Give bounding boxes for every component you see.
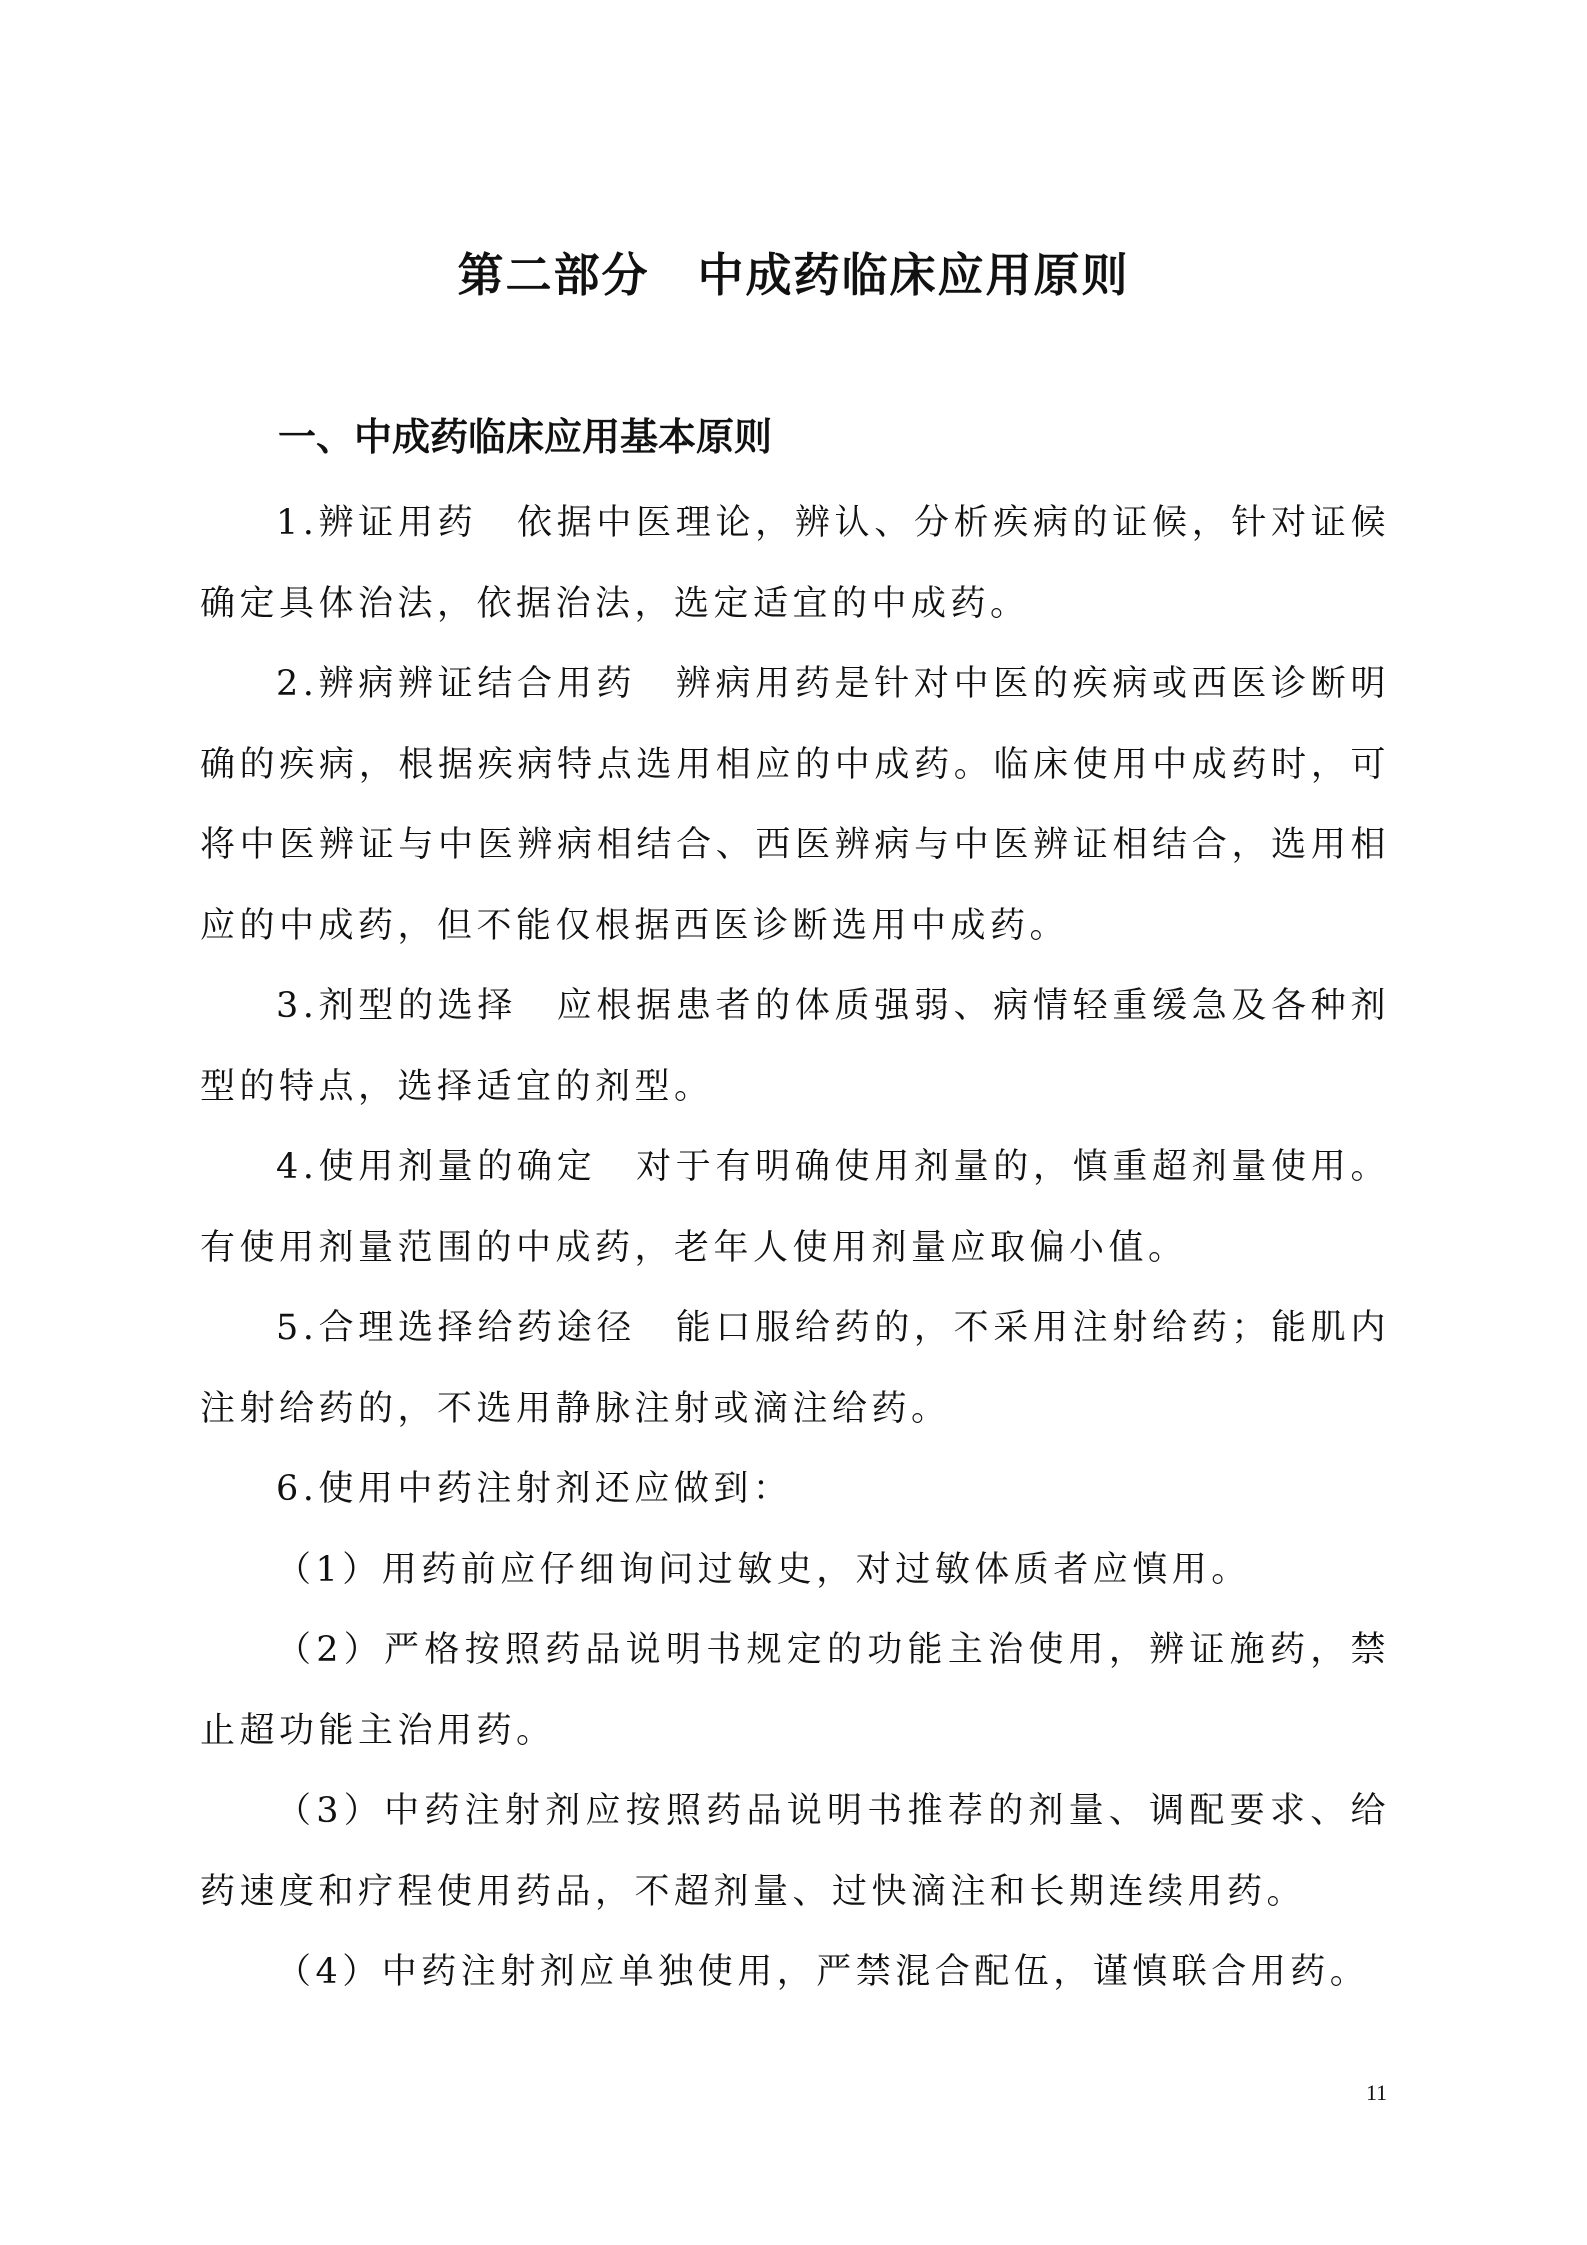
paragraph-6: 6.使用中药注射剂还应做到： — [276, 1469, 793, 1509]
list-item-1: （1）用药前应仔细询问过敏史，对过敏体质者应慎用。 — [276, 1549, 1251, 1590]
paragraph-5: 5.合理选择给药途径 能口服给药的，不采用注射给药；能肌内注射给药的，不选用静脉注射或滴注给药。 — [200, 1308, 1390, 1429]
list-item-2: （2）严格按照药品说明书规定的功能主治使用，辨证施药，禁止超功能主治用药。 — [200, 1630, 1390, 1751]
page-title: 第二部分 中成药临床应用原则 — [457, 248, 1130, 302]
paragraph-2: 2.辨病辨证结合用药 辨病用药是针对中医的疾病或西医诊断明确的疾病，根据疾病特点选用相应的中成药。临床使用中成药时，可将中医辨证与中医辨病相结合、西医辨病与中医辨证相结合，选用相应的中成药，但不能仅根据西医诊断选用中成药。 — [200, 664, 1390, 946]
list-item-4: （4）中药注射剂应单独使用，严禁混合配伍，谨慎联合用药。 — [276, 1952, 1370, 1992]
section-heading: 一、中成药临床应用基本原则 — [278, 415, 773, 459]
list-item-3: （3）中药注射剂应按照药品说明书推荐的剂量、调配要求、给药速度和疗程使用药品，不超剂量、过快滴注和长期连续用药。 — [200, 1791, 1390, 1912]
page-number: 11 — [1366, 2080, 1388, 2105]
body-text — [200, 483, 1390, 2013]
paragraph-4: 4.使用剂量的确定 对于有明确使用剂量的，慎重超剂量使用。有使用剂量范围的中成药，老年人使用剂量应取偏小值。 — [200, 1147, 1390, 1268]
paragraph-3: 3.剂型的选择 应根据患者的体质强弱、病情轻重缓急及各种剂型的特点，选择适宜的剂型。 — [200, 986, 1390, 1107]
paragraph-1: 1.辨证用药 依据中医理论，辨认、分析疾病的证候，针对证候确定具体治法，依据治法，选定适宜的中成药。 — [200, 503, 1390, 624]
